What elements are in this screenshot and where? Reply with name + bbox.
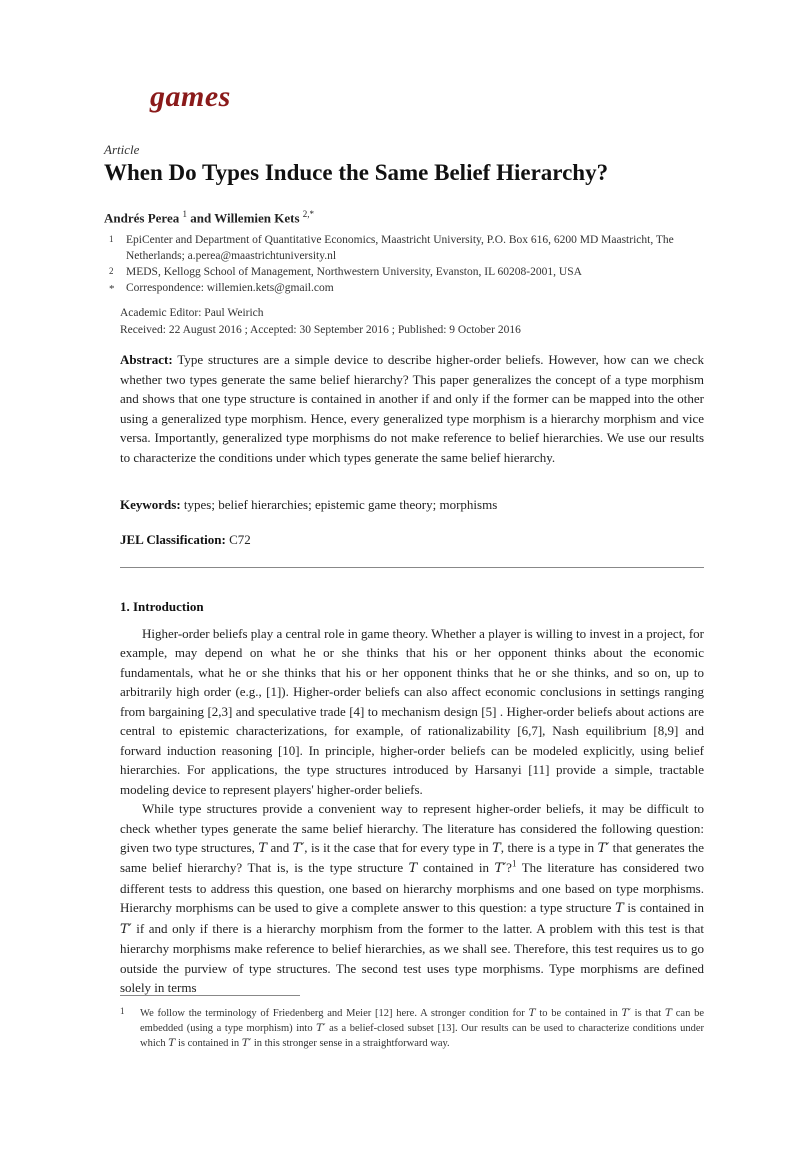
author-name: Willemien Kets (214, 210, 300, 226)
body-text (120, 624, 704, 998)
affiliations (104, 232, 704, 296)
jel-classification (120, 532, 704, 548)
abstract (120, 350, 704, 467)
affiliation-text: Correspondence: willemien.kets@gmail.com (126, 282, 334, 294)
math-symbol: T′ (597, 840, 610, 856)
keywords-text: types; belief hierarchies; epistemic game theory; morphisms (183, 497, 498, 512)
math-symbol: T′ (292, 840, 305, 856)
section-heading: 1. Introduction (120, 599, 204, 614)
abstract-text: Type structures are a simple device to describe higher-order beliefs. However, how can we check whether two types generate the same belief hierarchy? This paper generalizes the concept of a type morphism and shows that one type structure is contained in another if and only if the former can be mapped into the other using a generalized type morphism. Hence, every generalized type morphism is a hierarchy morphism and vice versa. Importantly, generalized type morphisms do not make reference to belief hierarchies. We use our results to characterize the conditions under which types generate the same belief hierarchy. (120, 352, 704, 465)
jel-code: C72 (229, 532, 251, 547)
affiliation-mark: 1 (109, 234, 114, 244)
math-symbol: T (492, 840, 501, 856)
paragraph: While type structures provide a convenient way to represent higher-order beliefs, it may be difficult to check whether types generate the same belief hierarchy. The literature has considered the following question: given two type structures, T and T′, is it the case that for every type in T, there is a type in T′ that generates the same belief hierarchy? That is, is the type structure T contained in T′?$^1$ The literature has considered two different tests to address this question, one based on hierarchy morphisms and one based on type morphisms. Hierarchy morphisms can be used to give a complete answer to this question: a type structure T is contained in T′ if and only if there is a hierarchy morphism from the former to the latter. A problem with this test is that hierarchy morphisms make reference to belief hierarchies, as we shall see. Therefore, this test requires us to go outside the purview of type structures. The second test uses type morphisms. Type morphisms are defined solely in terms (120, 801, 705, 996)
footnote-number: 1 (120, 1006, 125, 1016)
math-symbol: T (664, 1007, 672, 1019)
journal-logo: games (150, 80, 231, 113)
article-type: Article (104, 142, 140, 157)
publication-dates: Received: 22 August 2016 ; Accepted: 30 September 2016 ; Published: 9 October 2016 (120, 324, 521, 336)
author-connector: and (186, 210, 215, 226)
math-symbol: T′ (316, 1022, 326, 1034)
keywords (120, 497, 704, 513)
affiliation-text: MEDS, Kellogg School of Management, Northwestern University, Evanston, IL 60208-2001, USA (126, 266, 582, 278)
academic-editor: Academic Editor: Paul Weirich (120, 307, 264, 319)
math-symbol: T (258, 840, 267, 856)
math-symbol: T′ (621, 1007, 631, 1019)
math-symbol: T′ (494, 861, 507, 877)
math-symbol: T (168, 1037, 176, 1049)
affiliation-marker: 2,* (302, 209, 315, 219)
footnote-ref[interactable]: 1 (511, 859, 517, 870)
abstract-label: Abstract: (120, 352, 173, 367)
author-name: Andrés Perea (104, 210, 180, 226)
section-divider (120, 567, 704, 568)
affiliation-item (104, 280, 704, 296)
footnote: 1 We follow the terminology of Friedenberg and Meier [12] here. A stronger condition for T to be contained in T′ is that T can be embedded (using a type morphism) into T′ as a belief-closed subset [13]. Our results can be used to characterize conditions under which T is contained in T′ in this stronger sense in a straightforward way. (120, 1006, 705, 1049)
affiliation-text: EpiCenter and Department of Quantitative Economics, Maastricht University, P.O. Box 616, 6200 MD Maastricht, The Netherlands; a.perea@maastrichtuniversity.nl (126, 234, 674, 262)
affiliation-marker: 1 (182, 209, 187, 219)
math-symbol: T′ (120, 921, 132, 937)
affiliation-mark: 2 (109, 266, 114, 276)
editorial-info (120, 305, 720, 339)
math-symbol: T′ (241, 1037, 252, 1049)
affiliation-mark: * (109, 283, 115, 295)
affiliation-item (104, 264, 704, 280)
footnote-rule (120, 995, 300, 996)
keywords-label: Keywords: (120, 497, 181, 512)
math-symbol: T (528, 1007, 536, 1019)
paper-title: When Do Types Induce the Same Belief Hierarchy? (104, 160, 609, 185)
math-symbol: T (615, 901, 624, 917)
paragraph: Higher-order beliefs play a central role in game theory. Whether a player is willing to invest in a project, for example, may depend on what he or she thinks that his or her opponent thinks about the economic fundamentals, what he or she thinks that his or her opponent thinks that he or she thinks, and so on, up to arbitrarily high order (e.g., [1]). Higher-order beliefs can also affect economic conclusions in settings ranging from bargaining [2,3] and speculative trade [4] to mechanism design [5] . Higher-order beliefs about actions are central to epistemic characterizations, for example, of rationalizability [6,7], Nash equilibrium [8,9] and forward induction reasoning [10]. In principle, higher-order beliefs can be modeled explicitly, using belief hierarchies. For applications, the type structures introduced by Harsanyi [11] provide a simple, tractable modeling device to represent players' higher-order beliefs. (120, 626, 704, 797)
math-symbol: T (408, 861, 418, 877)
affiliation-item (104, 232, 704, 264)
author-line (104, 209, 314, 226)
jel-label: JEL Classification: (120, 532, 226, 547)
